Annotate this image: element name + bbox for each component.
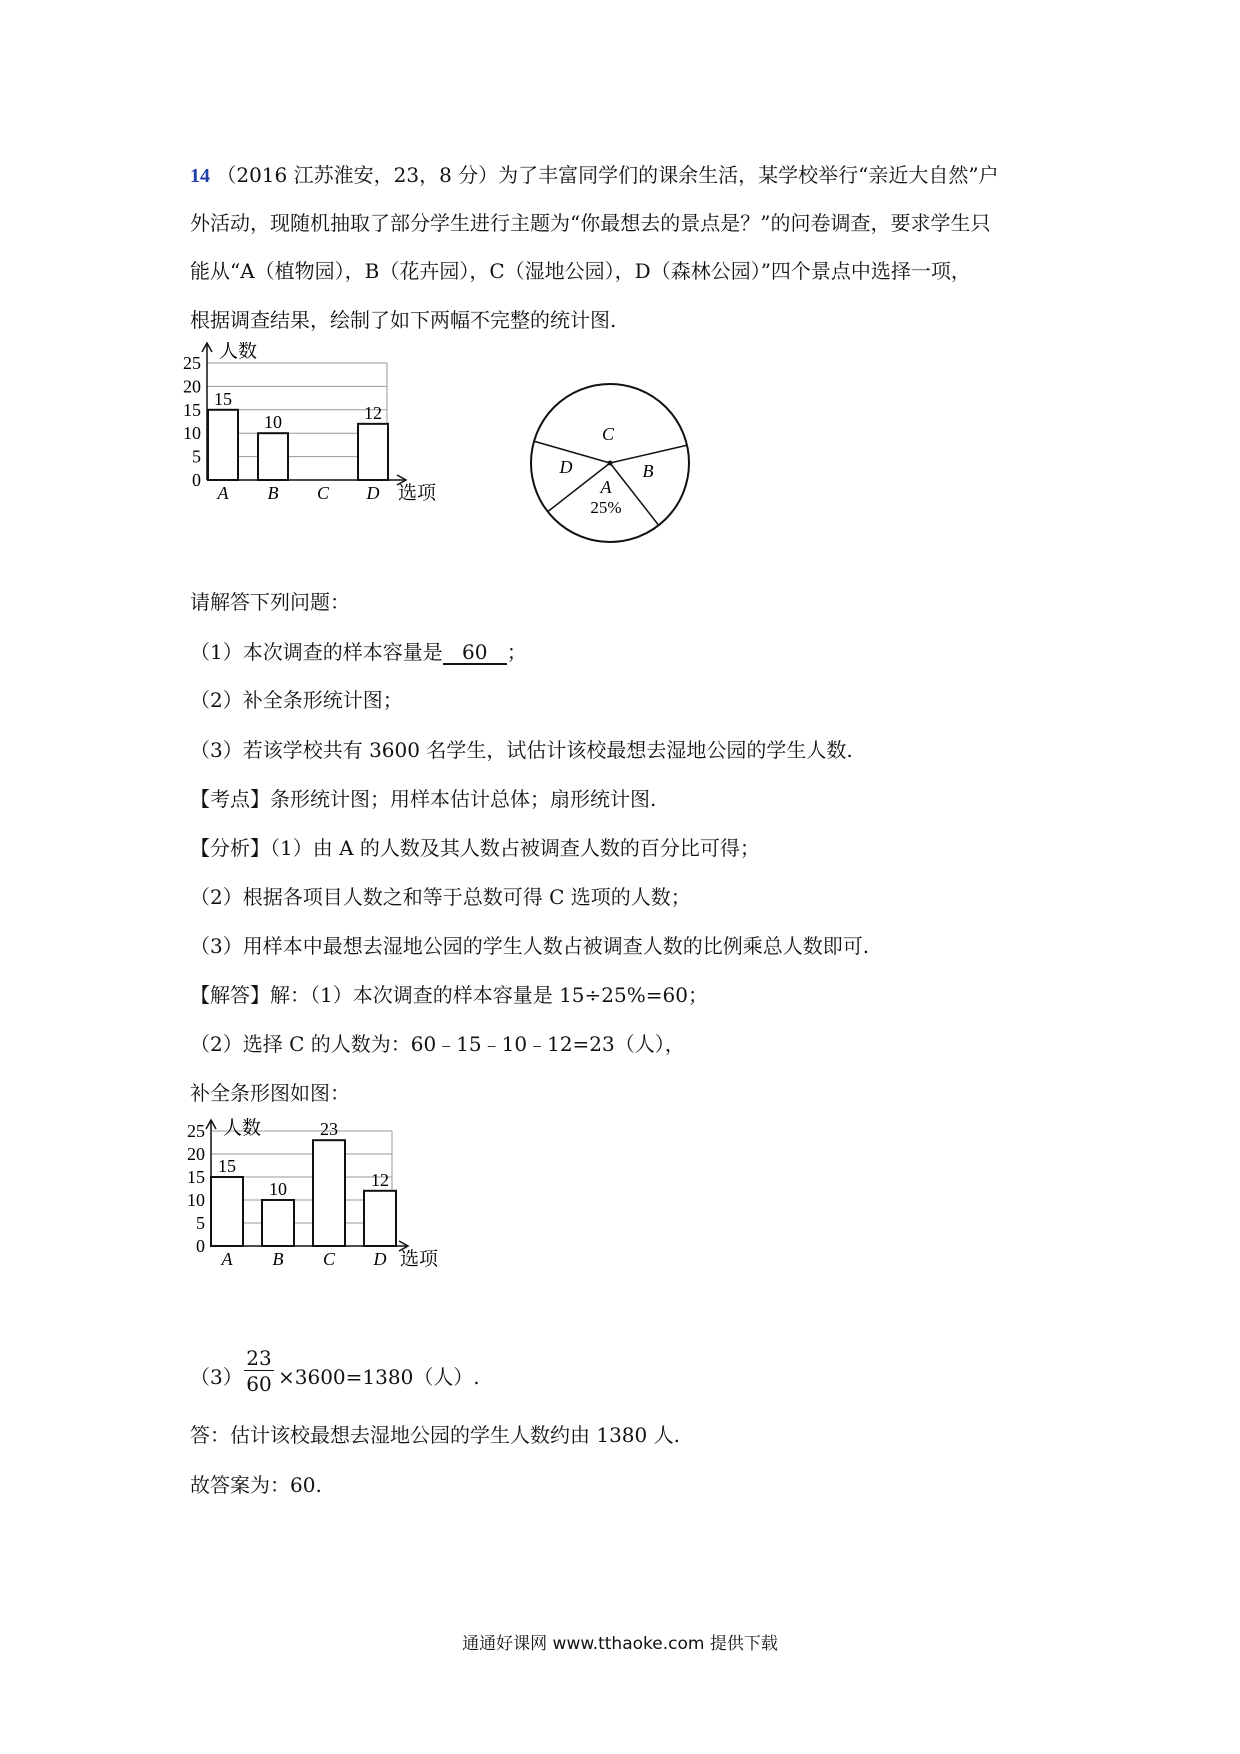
- x-tick-label-D: D: [373, 1249, 387, 1269]
- data-label-D: 12: [371, 1169, 389, 1190]
- kaodian-section: 【考点】条形统计图；用样本估计总体；扇形统计图.: [190, 787, 657, 811]
- y-tick-label: 25: [187, 1121, 205, 1141]
- jieda-line-3: 补全条形图如图：: [190, 1081, 350, 1105]
- fraction-denominator: 60: [246, 1372, 272, 1396]
- y-tick-label: 15: [183, 399, 201, 420]
- y-axis-label: 人数: [219, 342, 258, 362]
- y-tick-label: 0: [196, 1236, 205, 1256]
- pie-label-B: B: [642, 461, 654, 481]
- pie-label-D: D: [559, 457, 573, 477]
- bar-B: [258, 433, 288, 480]
- step-3-prefix: （3）: [190, 1365, 243, 1389]
- bar-A: [208, 410, 238, 480]
- y-tick-label: 25: [183, 353, 201, 373]
- x-tick-label-B: B: [272, 1249, 284, 1269]
- x-tick-label-C: C: [322, 1249, 336, 1269]
- x-tick-label-B: B: [267, 483, 279, 503]
- answer-line: 答：估计该校最想去湿地公园的学生人数约由 1380 人.: [190, 1423, 680, 1447]
- sub-question-2: （2）补全条形统计图；: [190, 688, 403, 712]
- data-label-A: 15: [218, 1156, 236, 1176]
- bar-chart-complete: [182, 1118, 512, 1340]
- x-tick-label-A: A: [217, 483, 229, 503]
- data-label-C: 23: [320, 1119, 338, 1140]
- jieda-line-1: 【解答】解：（1）本次调查的样本容量是 15÷25%=60；: [190, 983, 708, 1007]
- y-tick-label: 5: [196, 1213, 205, 1233]
- data-label-B: 10: [269, 1179, 287, 1199]
- x-tick-label-D: D: [366, 483, 380, 503]
- y-axis-label: 人数: [223, 1118, 262, 1139]
- fenxi-line-1: 【分析】（1）由 A 的人数及其人数占被调查人数的百分比可得；: [190, 836, 760, 860]
- bar-D: [364, 1191, 396, 1246]
- sub-question-1: （1）本次调查的样本容量是 60 ；: [190, 640, 527, 664]
- y-tick-label: 10: [187, 1190, 205, 1210]
- sub-question-3: （3）若该学校共有 3600 名学生，试估计该校最想去湿地公园的学生人数.: [190, 738, 853, 762]
- data-label-D: 12: [364, 402, 382, 423]
- y-tick-label: 20: [187, 1144, 205, 1164]
- fraction: [244, 1346, 274, 1397]
- bar-A: [211, 1177, 243, 1246]
- footer-text: 通通好课网 www.tthaoke.com 提供下载: [462, 1634, 778, 1654]
- sub1-answer-blank: 60: [443, 641, 507, 665]
- x-tick-label-A: A: [221, 1249, 233, 1269]
- question-stem-line-1: 14 （2016 江苏淮安，23，8 分）为了丰富同学们的课余生活，某学校举行“亲近大自然”户: [190, 163, 999, 187]
- question-stem-line-4: 根据调查结果，绘制了如下两幅不完整的统计图.: [190, 308, 617, 332]
- y-tick-label: 0: [192, 470, 201, 490]
- pie-chart: [525, 378, 695, 548]
- bar-D: [358, 424, 388, 480]
- prompt-text: 请解答下列问题：: [190, 590, 350, 614]
- data-label-B: 10: [264, 412, 282, 433]
- y-tick-label: 20: [183, 376, 201, 397]
- y-tick-label: 10: [183, 423, 201, 444]
- jieda-line-2: （2）选择 C 的人数为：60﹣15﹣10﹣12=23（人），: [190, 1032, 685, 1056]
- pie-label-C: C: [601, 424, 615, 444]
- x-axis-label: 选项: [398, 483, 437, 504]
- question-number: 14: [190, 165, 210, 187]
- fenxi-line-2: （2）根据各项目人数之和等于总数可得 C 选项的人数；: [190, 885, 691, 909]
- pie-center-dot: [608, 461, 613, 466]
- data-label-A: 15: [214, 388, 232, 409]
- y-tick-label: 5: [192, 446, 201, 467]
- final-answer-line: 故答案为：60.: [190, 1473, 322, 1497]
- step-3-rest: ×3600=1380（人）.: [278, 1365, 480, 1389]
- fraction-numerator: 23: [244, 1346, 274, 1371]
- pie-annotation-A-percent: 25%: [590, 498, 622, 517]
- question-stem-line-2: 外活动，现随机抽取了部分学生进行主题为“你最想去的景点是？”的问卷调查，要求学生只: [190, 211, 991, 235]
- bar-chart-incomplete: [180, 342, 510, 578]
- pie-label-A: A: [600, 477, 612, 497]
- bar-C: [313, 1140, 345, 1246]
- y-tick-label: 15: [187, 1167, 205, 1187]
- bar-B: [262, 1200, 294, 1246]
- question-stem-line-3: 能从“A（植物园），B（花卉园），C（湿地公园），D（森林公园）”四个景点中选择一项，: [190, 259, 971, 283]
- x-axis-label: 选项: [400, 1249, 439, 1270]
- fenxi-line-3: （3）用样本中最想去湿地公园的学生人数占被调查人数的比例乘总人数即可.: [190, 934, 870, 958]
- x-tick-label-C: C: [316, 483, 330, 503]
